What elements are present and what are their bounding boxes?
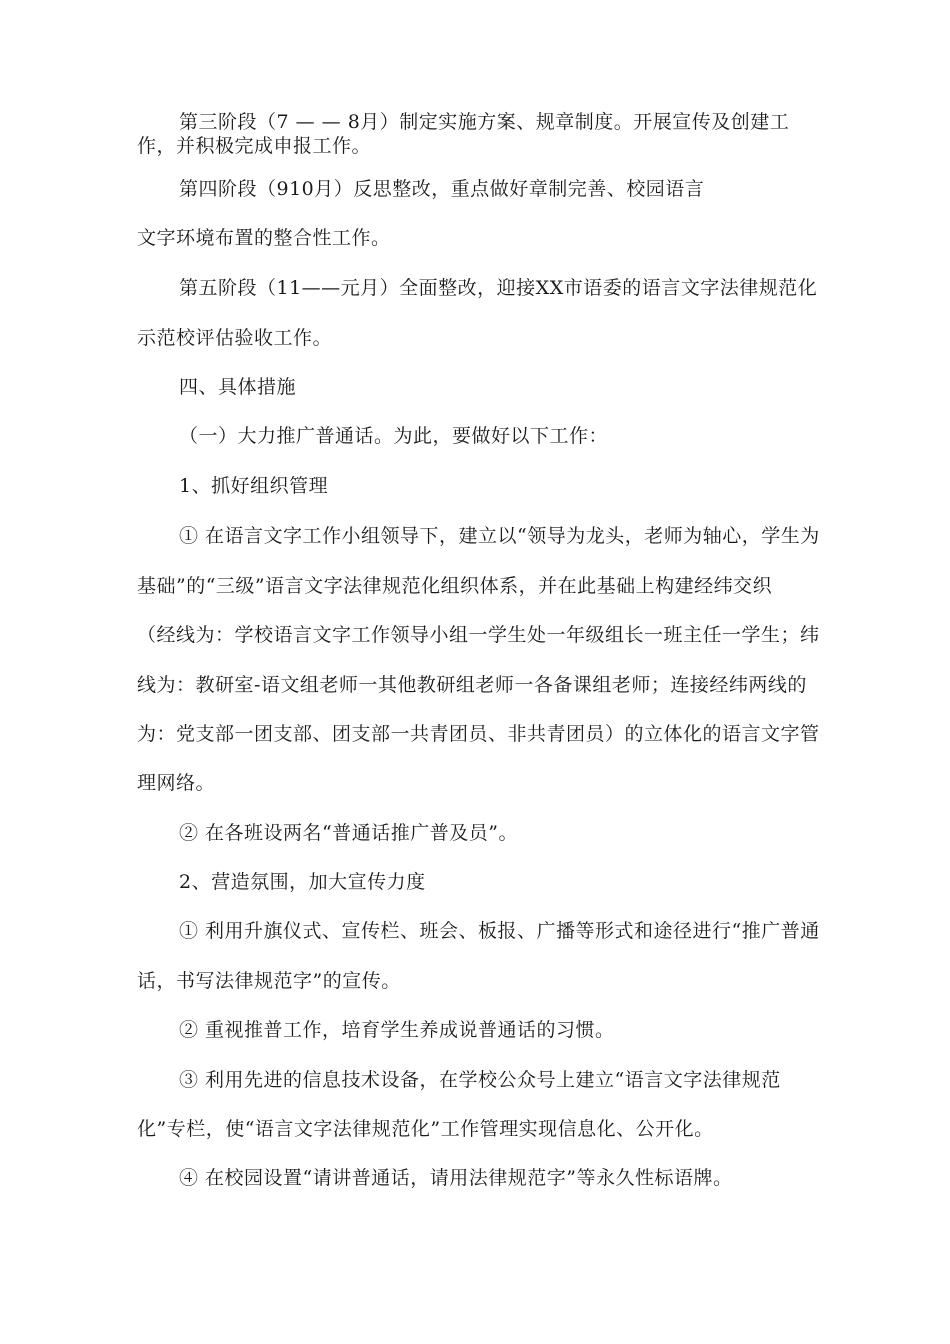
- paragraph-line: 作，并积极完成申报工作。: [137, 135, 372, 157]
- paragraph-line: ④ 在校园设置“请讲普通话，请用法律规范字”等永久性标语牌。: [179, 1167, 733, 1189]
- paragraph-line: 话，书写法律规范字”的宣传。: [137, 970, 401, 992]
- paragraph-line: ① 在语言文字工作小组领导下，建立以“领导为龙头，老师为轴心，学生为: [179, 525, 820, 547]
- paragraph-line: ② 重视推普工作，培育学生养成说普通话的习惯。: [179, 1019, 615, 1041]
- paragraph-line: 线为：教研室-语文组老师一其他教研组老师一各备课组老师；连接经纬两线的: [137, 674, 807, 696]
- paragraph-line: 基础”的“三级”语言文字法律规范化组织体系，并在此基础上构建经纬交织: [137, 575, 773, 597]
- section-heading: 四、具体措施: [179, 376, 297, 398]
- paragraph-line: 示范校评估验收工作。: [137, 327, 333, 349]
- paragraph-line: 第五阶段（11——元月）全面整改，迎接XX市语委的语言文字法律规范化: [179, 277, 818, 299]
- paragraph-line: 化”专栏，使“语言文字法律规范化”工作管理实现信息化、公开化。: [137, 1118, 714, 1140]
- paragraph-line: ③ 利用先进的信息技术设备，在学校公众号上建立“语言文字法律规范: [179, 1069, 781, 1091]
- paragraph-line: 理网络。: [137, 772, 216, 794]
- paragraph-line: 第四阶段（910月）反思整改，重点做好章制完善、校园语言: [179, 178, 705, 200]
- paragraph-line: 为：党支部一团支部、团支部一共青团员、非共青团员）的立体化的语言文字管: [137, 723, 820, 745]
- paragraph-line: 第三阶段（7 — — 8月）制定实施方案、规章制度。开展宣传及创建工: [179, 111, 790, 133]
- item-heading: 1、抓好组织管理: [179, 475, 329, 497]
- paragraph-line: （经线为：学校语言文字工作领导小组一学生处一年级组长一班主任一学生；纬: [137, 624, 820, 646]
- paragraph-line: ① 利用升旗仪式、宣传栏、班会、板报、广播等形式和途径进行“推广普通: [179, 920, 820, 942]
- item-heading: 2、营造氛围，加大宣传力度: [179, 871, 426, 893]
- paragraph-line: 文字环境布置的整合性工作。: [137, 227, 391, 249]
- subsection-heading: （一）大力推广普通话。为此，要做好以下工作：: [179, 425, 609, 447]
- paragraph-line: ② 在各班设两名“普通话推广普及员”。: [179, 822, 518, 844]
